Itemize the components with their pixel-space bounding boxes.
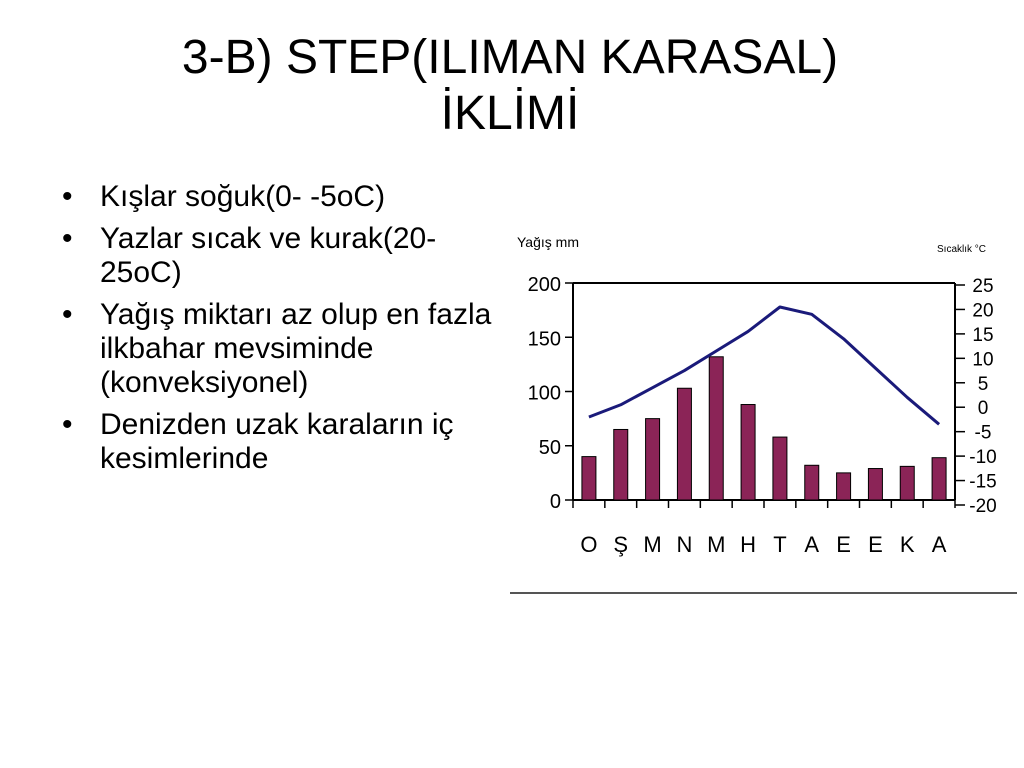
left-axis-label: Yağış mm	[517, 234, 579, 250]
bullet-dot: •	[62, 408, 73, 441]
right-tick-label: 10	[972, 349, 994, 371]
climate-chart-svg	[505, 215, 1020, 600]
right-tick-label: 20	[972, 300, 994, 322]
precipitation-bar	[709, 357, 723, 500]
bullet-text: Denizden uzak karaların iç kesimlerinde	[100, 408, 454, 475]
precipitation-bar	[582, 457, 596, 500]
x-tick-label: T	[773, 532, 787, 557]
precipitation-bar	[805, 465, 819, 500]
title-line-2: İKLİMİ	[440, 87, 580, 140]
bullet-text: Yazlar sıcak ve kurak(20-25oC)	[100, 222, 437, 289]
right-tick-label: 0	[977, 398, 989, 420]
x-tick-label: M	[643, 532, 662, 557]
bullet-text: Yağış miktarı az olup en fazla ilkbahar mevsiminde (konveksiyonel)	[100, 298, 492, 399]
precipitation-bar	[932, 458, 946, 500]
right-tick-label: 25	[972, 276, 994, 297]
climate-chart	[505, 215, 1020, 600]
precipitation-bar	[773, 437, 787, 500]
precipitation-bar	[837, 473, 851, 500]
x-tick-label: Ş	[613, 532, 629, 557]
right-tick-label: 15	[972, 324, 994, 346]
bullet-text: Kışlar soğuk(0- -5oC)	[100, 180, 386, 213]
left-tick-label: 50	[538, 436, 561, 459]
right-tick-label: -5	[974, 422, 992, 444]
bullet-item	[56, 298, 496, 400]
left-tick-label: 100	[527, 382, 561, 405]
bullet-dot: •	[62, 180, 73, 213]
precipitation-bar	[900, 466, 914, 500]
x-tick-label: H	[740, 532, 757, 557]
right-axis-label: Sıcaklık °C	[937, 244, 987, 255]
left-tick-label: 150	[527, 328, 561, 351]
left-tick-label: 200	[527, 274, 561, 296]
bullet-dot: •	[62, 222, 73, 255]
x-tick-label: M	[707, 532, 726, 557]
precipitation-bar	[741, 405, 755, 500]
x-tick-label: N	[676, 532, 693, 557]
bullet-item	[56, 408, 496, 476]
bullet-item	[56, 222, 496, 290]
precipitation-bar	[677, 388, 691, 500]
precipitation-bar	[614, 429, 628, 500]
right-tick-label: -20	[969, 496, 997, 517]
x-tick-label: A	[931, 532, 947, 557]
x-tick-label: E	[836, 532, 851, 557]
x-tick-label: K	[899, 532, 915, 557]
x-tick-label: A	[804, 532, 820, 557]
temperature-line	[589, 307, 939, 424]
title-line-1: 3-B) STEP(ILIMAN KARASAL)	[181, 31, 839, 84]
precipitation-bar	[646, 419, 660, 500]
right-tick-label: -15	[969, 471, 997, 493]
precipitation-bar	[868, 469, 882, 500]
right-tick-label: 5	[977, 373, 989, 395]
bullet-list	[56, 180, 496, 484]
right-tick-label: -10	[969, 447, 997, 469]
bullet-dot: •	[62, 298, 73, 331]
bullet-item	[56, 180, 496, 214]
x-tick-label: E	[868, 532, 883, 557]
slide-title	[60, 30, 960, 142]
left-tick-label: 0	[549, 491, 561, 513]
x-tick-label: O	[580, 532, 598, 557]
